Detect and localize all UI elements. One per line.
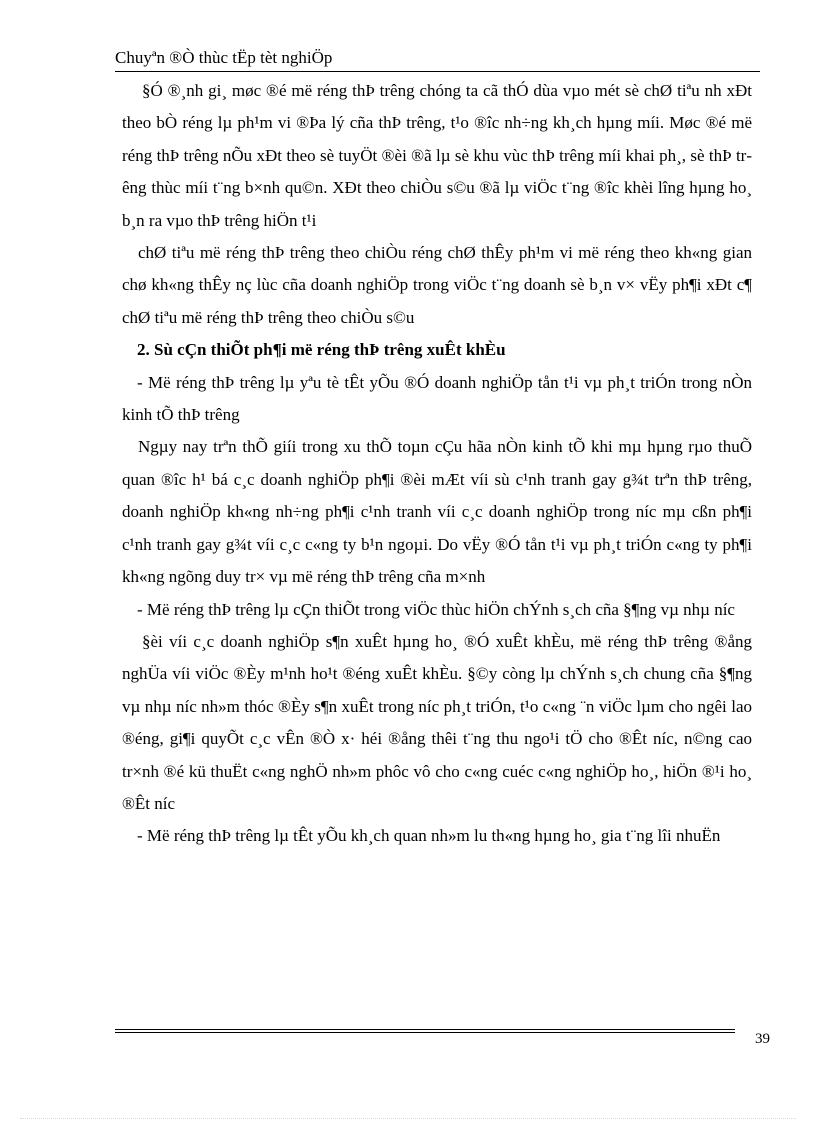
page-number: 39 (755, 1031, 770, 1047)
header-rule (115, 71, 760, 72)
footer-rule (115, 1029, 735, 1030)
section-heading: 2. Sù cÇn thiÕt ph¶i më réng thÞ trêng xuÊt khÈu (137, 340, 506, 360)
paragraph-width-depth: chØ tiªu më réng thÞ trêng theo chiÒu réng chØ thÊy ph¹m vi më réng theo kh«ng gian chø kh«ng thÊy nç lùc cña doanh nghiÖp trong viÖc t¨ng doanh sè b¸n v× vËy ph¶i xÐt c¶ chØ tiªu më réng thÞ trêng theo chiÒu s©u (122, 243, 752, 327)
footer-rule-double (115, 1032, 735, 1033)
paragraph-globalization: Ngµy nay trªn thÕ giíi trong xu thÕ toµn cÇu hãa nÒn kinh tÕ khi mµ hµng rµo thuÕ quan ®îc h¹ bá c¸c doanh nghiÖp ph¶i ®èi mÆt víi sù c¹nh tranh gay g¾t trªn thÞ trêng, doanh nghiÖp kh«ng nh÷ng ph¶i c¹nh tranh víi c¸c doanh nghiÖp trong níc mµ cßn ph¶i c¹nh tranh gay g¾t víi c¸c c«ng ty b¹n ngoµi. Do vËy ®Ó tån t¹i vµ ph¸t triÓn c«ng ty ph¶i kh«ng ngõng duy tr× vµ më réng thÞ trêng cña m×nh (122, 437, 752, 587)
bullet-objective: - Më réng thÞ trêng lµ tÊt yÕu kh¸ch quan nh»m lu th«ng hµng ho¸ gia t¨ng lîi nhuËn (137, 826, 721, 846)
bullet-survival: - Më réng thÞ trêng lµ yªu tè tÊt yÕu ®Ó doanh nghiÖp tån t¹i vµ ph¸t triÓn trong nÒn kinh tÕ thÞ trêng (122, 372, 752, 425)
body-text (122, 75, 752, 853)
paragraph-market-criteria: §Ó ®¸nh gi¸ møc ®é më réng thÞ trêng chóng ta cã thÓ dùa vµo mét sè chØ tiªu nh xÐt theo bÒ réng lµ ph¹m vi ®Þa lý cña thÞ trêng, t¹o ®îc nh÷ng kh¸ch hµng míi. Møc ®é më réng thÞ trêng nÕu xÐt theo sè tuyÖt ®èi ®ã lµ sè khu vùc thÞ trêng míi khai ph¸, sè thÞ trêng thùc míi t¨ng b×nh qu©n. XÐt theo chiÒu s©u ®ã lµ viÖc t¨ng ®îc khèi lîng hµng ho¸ b¸n ra vµo thÞ trêng hiÖn t¹i (122, 81, 752, 230)
running-header: Chuyªn ®Ò thùc tËp tèt nghiÖp (115, 48, 333, 67)
bullet-policy: - Më réng thÞ trêng lµ cÇn thiÕt trong viÖc thùc hiÖn chÝnh s¸ch cña §¶ng vµ nhµ níc (137, 599, 735, 619)
page-edge-divider (20, 1118, 796, 1119)
paragraph-export-policy: §èi víi c¸c doanh nghiÖp s¶n xuÊt hµng ho¸ ®Ó xuÊt khÈu, më réng thÞ trêng ®ång nghÜa víi viÖc ®Èy m¹nh ho¹t ®éng xuÊt khÈu. §©y còng lµ chÝnh s¸ch chung cña §¶ng vµ nhµ níc nh»m thóc ®Èy s¶n xuÊt trong níc ph¸t triÓn, t¹o c«ng ¨n viÖc lµm cho ngêi lao ®éng, gi¶i quyÕt c¸c vÊn ®Ò x· héi ®ång thêi t¨ng thu ngo¹i tÖ cho ®Êt níc, n©ng cao tr×nh ®é kü thuËt c«ng nghÖ nh»m phôc vô cho c«ng cuéc c«ng nghiÖp ho¸, hiÖn ®¹i ho¸ ®Êt níc (122, 631, 752, 813)
